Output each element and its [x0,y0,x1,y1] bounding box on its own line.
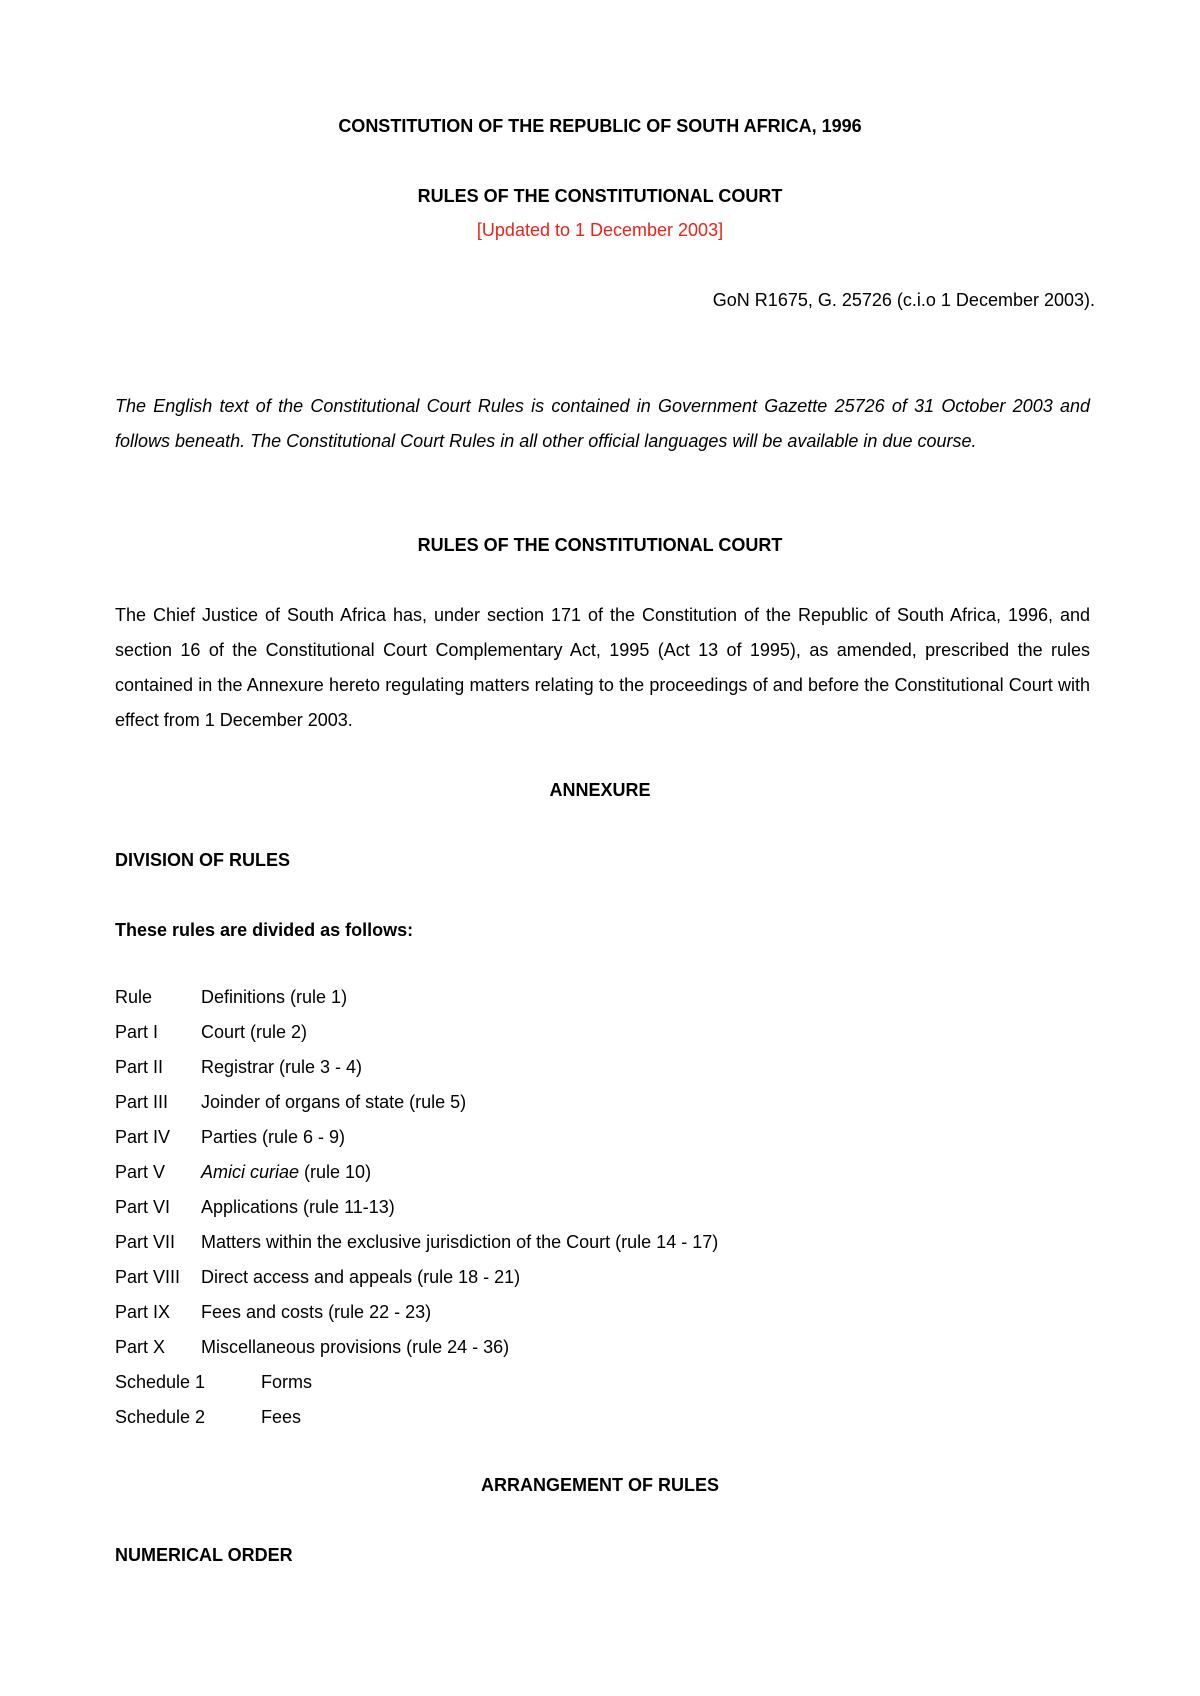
list-item-label: Part VII [115,1232,176,1252]
numerical-order-heading: NUMERICAL ORDER [115,1545,293,1565]
list-item-desc: Matters within the exclusive jurisdiction of the Court (rule 14 - 17) [201,1232,719,1252]
list-item-desc: Fees [261,1407,302,1427]
list-item-label: Part VI [115,1197,171,1217]
list-item [115,1260,520,1295]
document-title: CONSTITUTION OF THE REPUBLIC OF SOUTH AFRICA, 1996 [338,116,862,136]
list-item-desc: Miscellaneous provisions (rule 24 - 36) [201,1337,510,1357]
division-heading: DIVISION OF RULES [115,850,291,870]
list-item-label: Part VIII [115,1267,181,1287]
list-item-desc [201,1155,371,1190]
list-item [115,1155,371,1190]
list-item-desc: Forms [261,1372,312,1392]
list-item [115,1085,466,1120]
list-item-label: Part X [115,1337,166,1357]
list-item [115,1330,509,1365]
list-item-label: Part V [115,1162,166,1182]
list-item-label: Schedule 1 [115,1372,206,1392]
intro-italic-note: The English text of the Constitutional Court Rules is contained in Government Gazette 25726 of 31 October 2003 and follows beneath. The Constitutional Court Rules in all other official languages will be available in due course. [115,396,1090,451]
list-item [115,1225,718,1260]
list-item [115,980,347,1015]
list-item-desc: Applications (rule 11-13) [201,1197,395,1217]
list-item-label: Part IV [115,1127,171,1147]
list-item-label: Rule [115,987,153,1007]
list-item-desc: Registrar (rule 3 - 4) [201,1057,363,1077]
list-item-desc: Joinder of organs of state (rule 5) [201,1092,467,1112]
intro-body-paragraph: The Chief Justice of South Africa has, under section 171 of the Constitution of the Republic of South Africa, 1996, and section 16 of the Constitutional Court Complementary Act, 1995 (Act 13 of 1995), as amended, prescribed the rules contained in the Annexure hereto regulating matters relating to the proceedings of and before the Constitutional Court with effect from 1 December 2003. [115,605,1090,730]
list-item-desc: Court (rule 2) [201,1022,308,1042]
list-item [115,1015,307,1050]
list-item [115,1190,395,1225]
list-item-label: Part I [115,1022,159,1042]
list-item-label: Part II [115,1057,164,1077]
annexure-heading: ANNEXURE [549,780,651,800]
list-item-desc: Definitions (rule 1) [201,987,348,1007]
arrangement-heading: ARRANGEMENT OF RULES [481,1475,719,1495]
list-item-desc: Parties (rule 6 - 9) [201,1127,346,1147]
list-item-label: Part III [115,1092,169,1112]
list-item-desc-italic: Amici curiae [201,1162,300,1182]
list-item-desc-rest: (rule 10) [299,1162,372,1182]
list-item [115,1120,345,1155]
list-item [115,1400,301,1435]
division-intro: These rules are divided as follows: [115,920,414,940]
rules-heading: RULES OF THE CONSTITUTIONAL COURT [417,535,783,555]
document-subtitle: RULES OF THE CONSTITUTIONAL COURT [417,186,783,206]
list-item-label: Part IX [115,1302,171,1322]
list-item-desc: Fees and costs (rule 22 - 23) [201,1302,432,1322]
list-item [115,1295,431,1330]
list-item [115,1365,312,1400]
updated-note: [Updated to 1 December 2003] [476,220,724,240]
gazette-reference: GoN R1675, G. 25726 (c.i.o 1 December 2003). [712,290,1095,310]
list-item-label: Schedule 2 [115,1407,206,1427]
list-item [115,1050,362,1085]
list-item-desc: Direct access and appeals (rule 18 - 21) [201,1267,521,1287]
